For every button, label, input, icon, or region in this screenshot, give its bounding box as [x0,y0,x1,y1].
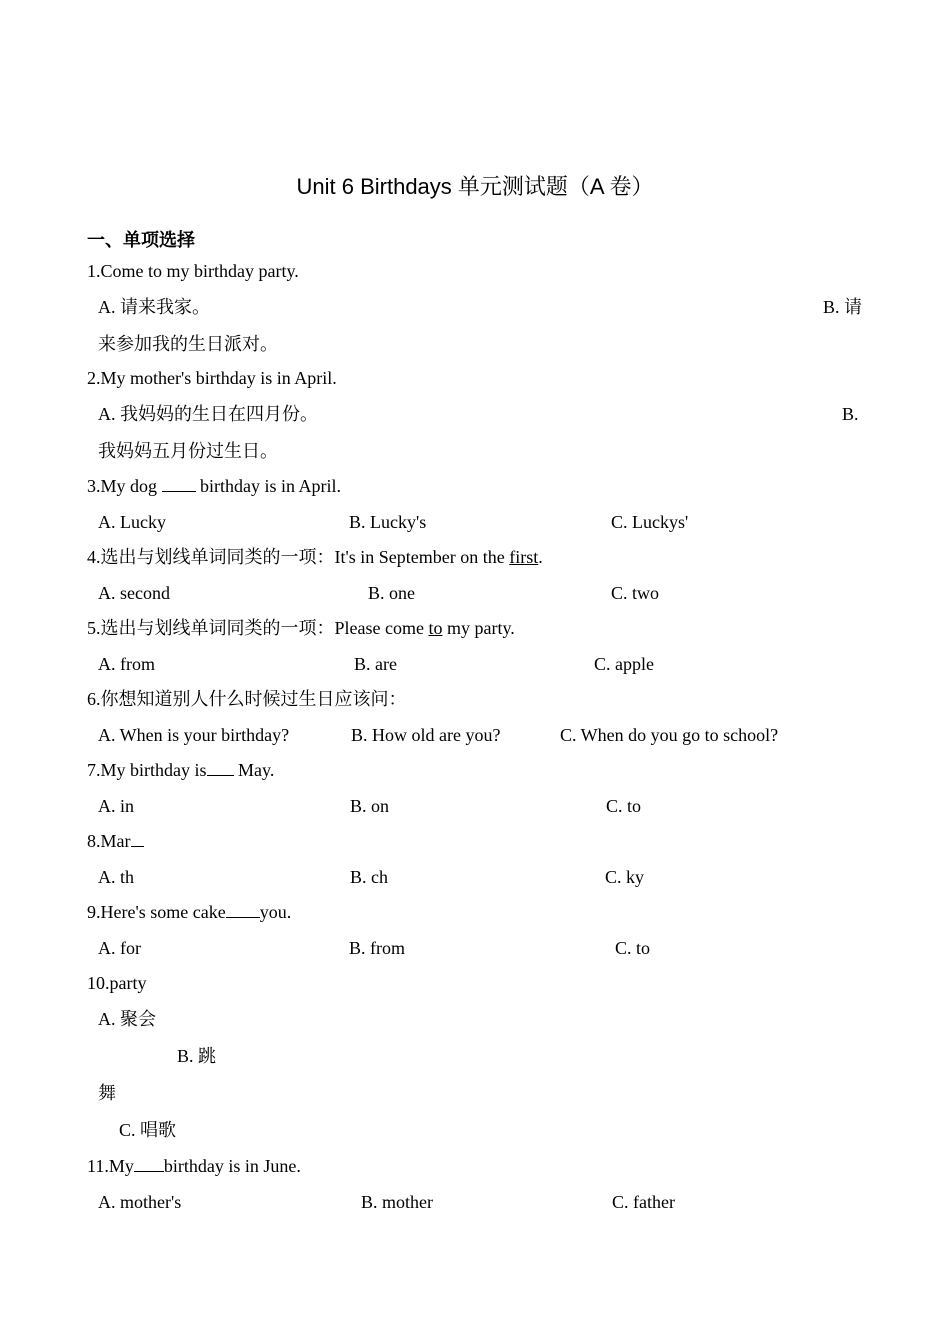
answer-blank [226,902,260,918]
question-2-option-b: B. [842,404,859,424]
question-10-option-a: A. 聚会 [98,1009,156,1029]
question-7-option-c: C. to [606,796,642,816]
answer-blank [162,476,196,492]
question-1-option-b-continued: 来参加我的生日派对。 [98,334,278,354]
question-5-option-a: A. from [98,654,155,674]
question-2-option-b-continued: 我妈妈五月份过生日。 [98,441,278,461]
question-1-option-a: A. 请来我家。 [98,297,210,317]
question-11-option-a: A. mother's [98,1192,182,1212]
question-6-option-c: C. When do you go to school? [560,725,779,745]
question-7-stem [87,759,274,781]
answer-blank [207,760,234,776]
question-8-option-c: C. ky [605,867,645,887]
question-4-option-c: C. two [611,583,660,603]
question-3-option-c: C. Luckys' [611,512,689,532]
question-10-stem: 10.party [87,973,147,993]
answer-blank [134,1156,164,1172]
question-5-option-c: C. apple [594,654,654,674]
question-9-option-c: C. to [615,938,651,958]
question-2-stem: 2.My mother's birthday is in April. [87,368,337,388]
question-4-option-b: B. one [368,583,415,603]
underlined-word: to [428,618,443,638]
question-7-stem-start: 7.My birthday is [87,760,207,780]
question-9-stem [87,901,291,923]
question-9-stem-end: you. [259,902,292,922]
question-4-stem [87,546,543,568]
answer-blank [131,831,144,847]
question-6-option-b: B. How old are you? [351,725,501,745]
page-title: Unit 6 Birthdays 单元测试题（A 卷） [296,174,654,199]
question-4-stem-end: . [538,547,543,567]
question-7-stem-end: May. [233,760,275,780]
question-5-stem [87,617,515,639]
question-11-option-c: C. father [612,1192,675,1212]
question-1-option-b: B. 请 [823,297,863,317]
underlined-word: first [509,547,539,567]
question-10-option-b: B. 跳 [177,1046,217,1066]
question-11-option-b: B. mother [361,1192,433,1212]
question-7-option-b: B. on [350,796,390,816]
question-11-stem [87,1155,301,1177]
question-3-stem-start: 3.My dog [87,476,162,496]
question-9-option-b: B. from [349,938,405,958]
question-5-stem-end: my party. [442,618,515,638]
question-8-stem-start: 8.Mar [87,831,131,851]
question-3-stem [87,475,341,497]
question-3-option-b: B. Lucky's [349,512,427,532]
question-10-option-b-continued: 舞 [98,1083,116,1103]
question-4-option-a: A. second [98,583,170,603]
question-6-option-a: A. When is your birthday? [98,725,290,745]
question-6-stem: 6.你想知道别人什么时候过生日应该问： [87,689,407,709]
question-5-option-b: B. are [354,654,397,674]
question-4-stem-start: 4.选出与划线单词同类的一项：It's in September on the [87,547,510,567]
question-7-option-a: A. in [98,796,134,816]
section-heading: 一、单项选择 [87,230,195,251]
question-9-stem-start: 9.Here's some cake [87,902,226,922]
question-11-stem-end: birthday is in June. [163,1156,301,1176]
question-10-option-c: C. 唱歌 [119,1120,177,1140]
question-1-stem: 1.Come to my birthday party. [87,261,299,281]
question-8-option-b: B. ch [350,867,388,887]
question-5-stem-start: 5.选出与划线单词同类的一项：Please come [87,618,429,638]
question-11-stem-start: 11.My [87,1156,134,1176]
question-3-stem-end: birthday is in April. [195,476,342,496]
question-3-option-a: A. Lucky [98,512,166,532]
question-2-option-a: A. 我妈妈的生日在四月份。 [98,404,318,424]
question-8-stem [87,830,144,852]
question-8-option-a: A. th [98,867,134,887]
question-9-option-a: A. for [98,938,141,958]
